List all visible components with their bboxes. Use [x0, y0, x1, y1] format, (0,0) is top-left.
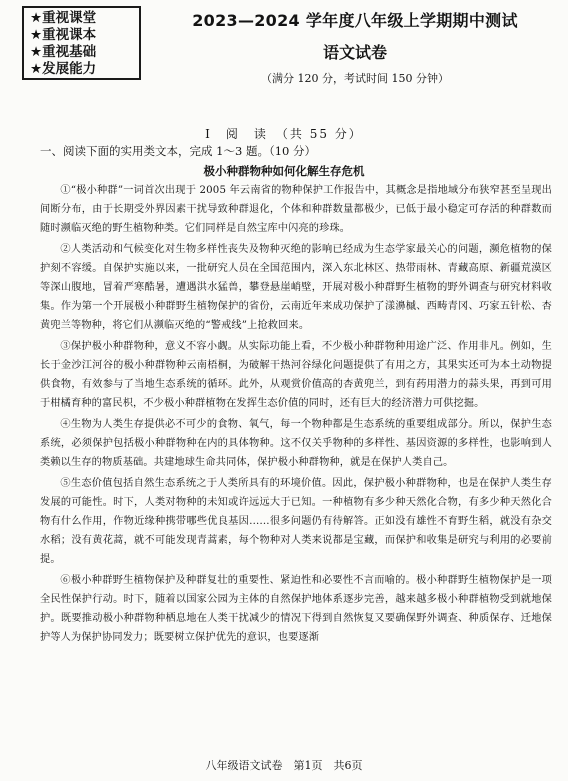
paragraph-5: ⑤生态价值包括自然生态系统之于人类所具有的环境价值。因此，保护极小种群物种，也是在保护人类生存发展的可能性。时下，人类对物种的未知或许远远大于已知。一种植物有多少种天然化合物，有多少种天然化合物有什么作用，作物近缘种携带哪些优良基因……很多问题仍有待解答。正如没有雄性不育野生稻，就没有杂交水稻；没有黄花蒿，就不可能发现青蒿素，每个物种对人类来说都是宝藏，而保护和收集是研究与利用的必要前提。: [40, 478, 552, 565]
article-title: 极小种群物种如何化解生存危机: [203, 164, 365, 178]
exam-title: 2023—2024 学年度八年级上学期期中测试: [192, 11, 518, 30]
section-heading: I 阅 读 （共 55 分）: [205, 127, 363, 141]
stamp-line: ★重视基础: [30, 44, 97, 60]
stamp-line: ★重视课本: [30, 27, 97, 43]
stamp-line: ★发展能力: [30, 61, 97, 77]
stamp-line: ★重视课堂: [30, 10, 97, 26]
article-body: [40, 181, 552, 649]
exam-subtitle: 语文试卷: [322, 43, 387, 62]
paragraph-4: ④生物为人类生存提供必不可少的食物、氧气，每一个物种都是生态系统的重要组成部分。所以，保护生态系统，必须保护包括极小种群物种在内的具体物种。这不仅关乎物种的多样性、基因资源的多样性，也影响到人类赖以生存的物质基础。共建地球生命共同体，保护极小种群物种，就是在保护人类自己。: [40, 419, 552, 468]
stamp-box: [22, 6, 141, 80]
page-footer: 八年级语文试卷 第1页 共6页: [205, 759, 363, 772]
paragraph-2: ②人类活动和气候变化对生物多样性丧失及物种灭绝的影响已经成为生态学家最关心的问题，濒危植物的保护刻不容缓。自保护实施以来，一批研究人员在全国范围内，深入东北林区、热带雨林、青藏高原、新疆荒漠区等深山腹地，冒着严寒酷暑，遭遇洪水猛兽，攀登悬崖峭壁，开展对极小种群野生植物的野外调查与研究材料收集。作为第一个开展极小种群野生植物保护的省份，云南近年来成功保护了漾濞槭、西畴青冈、巧家五针松、杏黄兜兰等物种，将它们从濒临灭绝的“警戒线”上抢救回来。: [40, 244, 552, 331]
paragraph-1: ①“极小种群”一词首次出现于 2005 年云南省的物种保护工作报告中，其概念是指地域分布狭窄甚至呈现出间断分布，由于长期受外界因素干扰导致种群退化，个体和种群数量都极少，已低于最小稳定可存活的种群数而随时濒临灭绝的野生植物种类。它们同样是自然宝库中闪亮的珍珠。: [40, 185, 552, 234]
exam-meta: （满分 120 分，考试时间 150 分钟）: [261, 72, 449, 85]
paragraph-6: ⑥极小种群野生植物保护及种群复壮的重要性、紧迫性和必要性不言而喻的。极小种群野生植物保护是一项全民性保护行动。时下，随着以国家公园为主体的自然保护地体系逐步完善，越来越多极小种群植物受到就地保护。既要推动极小种群物种栖息地在人类干扰减少的情况下得到自然恢复又要确保野外调查、种质保存、迁地保护等人为保护协同发力；既要树立保护优先的意识，也要逐渐: [40, 575, 552, 643]
question-instruction: 一、阅读下面的实用类文本，完成 1～3 题。（10 分）: [40, 144, 316, 158]
paragraph-3: ③保护极小种群物种，意义不容小觑。从实际功能上看，不少极小种群物种用途广泛、作用非凡。例如，生长于金沙江河谷的极小种群物种云南梧桐，为破解干热河谷绿化问题提供了有用之方，其果实还可为本土动物提供食物，有效参与了当地生态系统的循环。此外，从观赏价值高的杏黄兜兰，到有药用潜力的蒜头果，再到可用于柑橘育种的富民枳，不少极小种群植物在发挥生态价值的同时，还有巨大的经济潜力可供挖掘。: [40, 341, 552, 409]
